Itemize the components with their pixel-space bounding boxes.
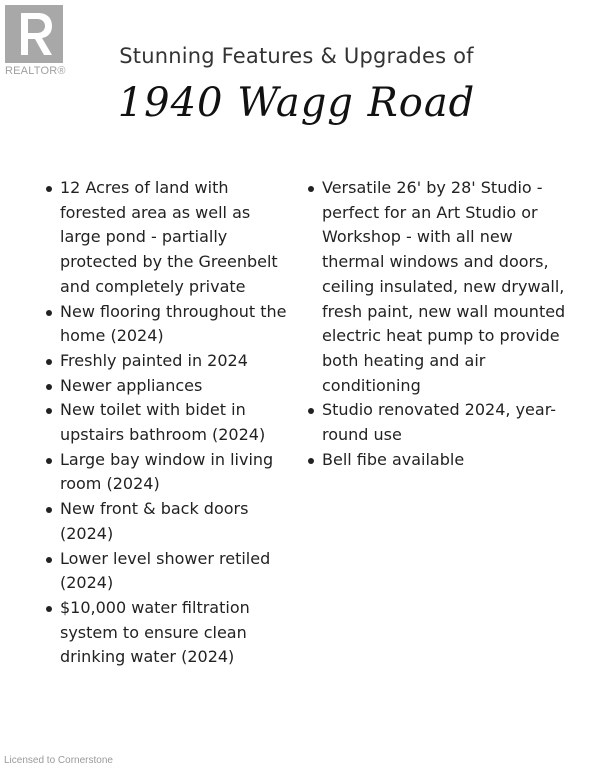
realtor-logo-text: REALTOR® xyxy=(5,65,66,77)
features-list-left xyxy=(40,176,295,670)
list-item: New toilet with bidet in upstairs bathroom (2024) xyxy=(40,398,295,447)
page-subtitle: Stunning Features & Upgrades of xyxy=(119,44,474,68)
license-footer: Licensed to Cornerstone xyxy=(4,755,113,766)
list-item: 12 Acres of land with forested area as well as large pond - partially protected by the Greenbelt and completely private xyxy=(40,176,295,300)
features-list-right xyxy=(302,176,567,472)
list-item: Large bay window in living room (2024) xyxy=(40,448,295,497)
list-item: Lower level shower retiled (2024) xyxy=(40,547,295,596)
list-item: Studio renovated 2024, year-round use xyxy=(302,398,567,447)
list-item: New front & back doors (2024) xyxy=(40,497,295,546)
list-item: Newer appliances xyxy=(40,374,295,399)
list-item: Freshly painted in 2024 xyxy=(40,349,295,374)
list-item: $10,000 water filtration system to ensure clean drinking water (2024) xyxy=(40,596,295,670)
list-item: Bell fibe available xyxy=(302,448,567,473)
list-item: New flooring throughout the home (2024) xyxy=(40,300,295,349)
page-title: 1940 Wagg Road xyxy=(117,80,476,126)
list-item: Versatile 26' by 28' Studio - perfect for an Art Studio or Workshop - with all new thermal windows and doors, ceiling insulated, new drywall, fresh paint, new wall mounted electric heat pump to provide both heating and air conditioning xyxy=(302,176,567,398)
